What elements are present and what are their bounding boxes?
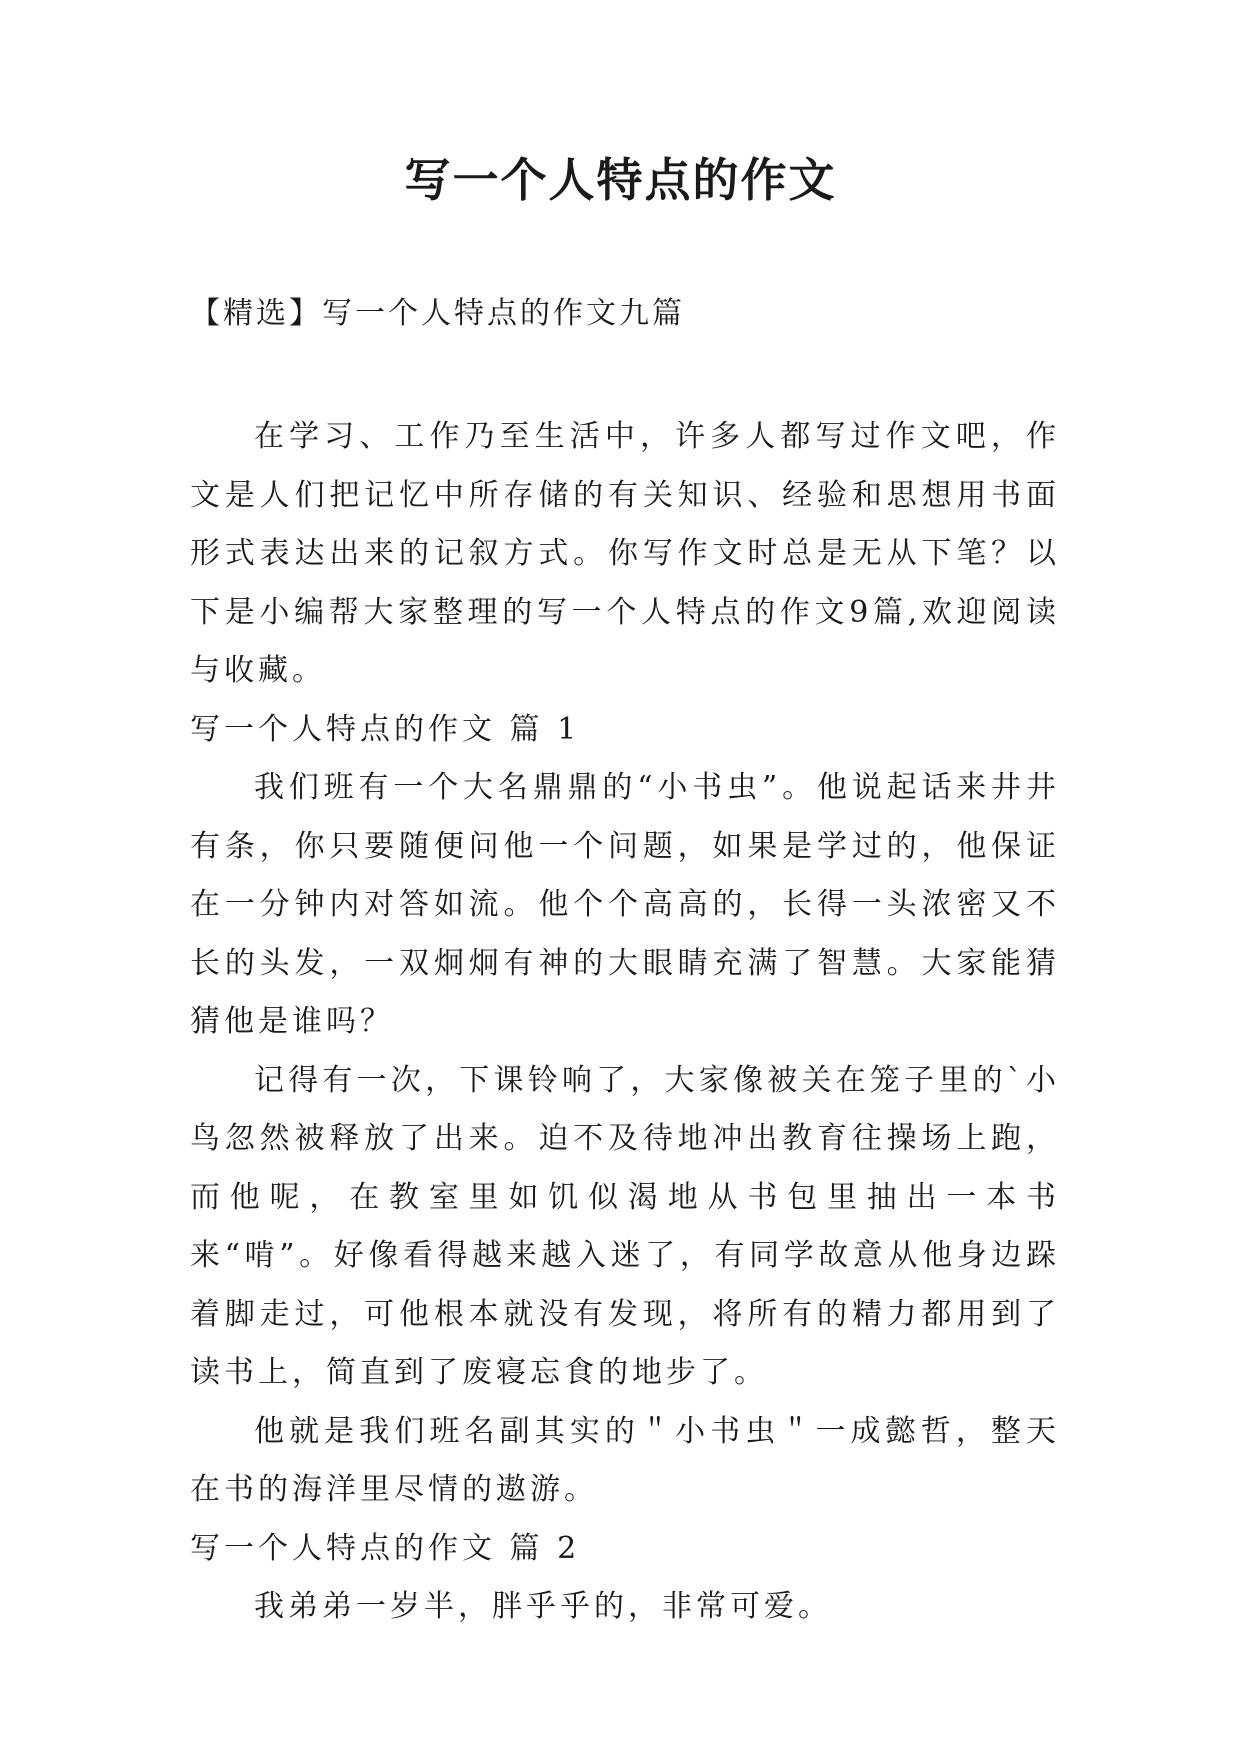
section-paragraph: 记得有一次，下课铃响了，大家像被关在笼子里的`小鸟忽然被释放了出来。迫不及待地冲出教育往操场上跑，而他呢，在教室里如饥似渴地从书包里抽出一本书来“啃”。好像看得越来越入迷了，有同学故意从他身边跺着脚走过，可他根本就没有发现，将所有的精力都用到了读书上，简直到了废寝忘食的地步了。 xyxy=(190,1062,1060,1390)
document-body xyxy=(190,408,1060,1637)
essay-section xyxy=(190,701,1060,1520)
section-paragraph: 他就是我们班名副其实的＂小书虫＂一成懿哲，整天在书的海洋里尽情的遨游。 xyxy=(190,1413,1060,1507)
intro-paragraph: 在学习、工作乃至生活中，许多人都写过作文吧，作文是人们把记忆中所存储的有关知识、经验和思想用书面形式表达出来的记叙方式。你写作文时总是无从下笔？以下是小编帮大家整理的写一个人特点的作文9篇,欢迎阅读与收藏。 xyxy=(190,419,1060,688)
section-paragraph: 我们班有一个大名鼎鼎的“小书虫”。他说起话来井井有条，你只要随便问他一个问题，如果是学过的，他保证在一分钟内对答如流。他个个高高的，长得一头浓密又不长的头发，一双炯炯有神的大眼睛充满了智慧。大家能猜猜他是谁吗？ xyxy=(190,770,1060,1039)
document-title: 写一个人特点的作文 xyxy=(404,153,837,207)
section-heading: 写一个人特点的作文 篇 2 xyxy=(190,1530,581,1566)
essay-section xyxy=(190,1520,1060,1637)
document-subtitle: 【精选】写一个人特点的作文九篇 xyxy=(190,296,685,331)
section-paragraph: 我弟弟一岁半，胖乎乎的，非常可爱。 xyxy=(254,1589,832,1624)
section-heading: 写一个人特点的作文 篇 1 xyxy=(190,711,581,747)
